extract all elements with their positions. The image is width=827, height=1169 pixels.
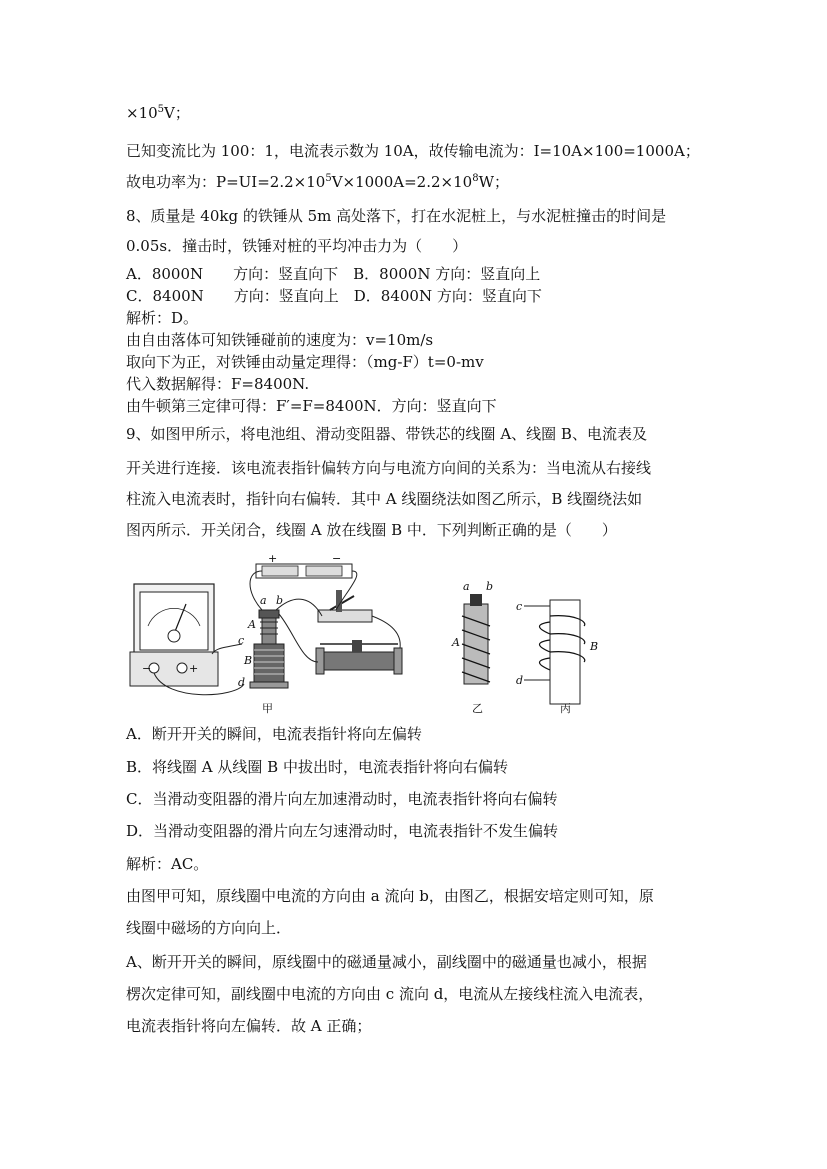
q8-options-cd: C．8400N 方向：竖直向上 D．8400N 方向：竖直向下 bbox=[126, 287, 542, 305]
q9-solution-4: 楞次定律可知，副线圈中电流的方向由 c 流向 d，电流从左接线柱流入电流表， bbox=[126, 985, 654, 1003]
q8-solution-3: 代入数据解得：F=8400N. bbox=[126, 375, 310, 393]
rheostat bbox=[316, 640, 402, 674]
coil-a bbox=[259, 610, 279, 644]
q9-stem-line2: 开关进行连接．该电流表指针偏转方向与电流方向间的关系为：当电流从右接线 bbox=[126, 459, 652, 477]
switch bbox=[318, 590, 372, 622]
caption-yi: 乙 bbox=[472, 702, 483, 714]
yi-label-a: a bbox=[463, 580, 470, 593]
meter-plus-label: + bbox=[189, 662, 199, 675]
bing-label-c: c bbox=[516, 600, 523, 613]
label-coil-a: A bbox=[248, 618, 256, 631]
q8-solution-4: 由牛顿第三定律可得：F′=F=8400N．方向：竖直向下 bbox=[126, 397, 497, 415]
q9-solution-3: A、断开开关的瞬间，原线圈中的磁通量减小，副线圈中的磁通量也减小，根据 bbox=[126, 953, 647, 971]
q8-solution-1: 由自由落体可知铁锤碰前的速度为：v=10m/s bbox=[126, 331, 434, 349]
meter-minus-label: − bbox=[142, 662, 152, 675]
experiment-figure bbox=[126, 552, 606, 714]
label-coil-b: B bbox=[244, 654, 253, 667]
coil-b bbox=[250, 644, 288, 688]
meter-terminal-right bbox=[177, 663, 187, 673]
q9-option-d: D．当滑动变阻器的滑片向左匀速滑动时，电流表指针不发生偏转 bbox=[126, 822, 559, 840]
battery-pack bbox=[256, 552, 352, 578]
line-power: 故电功率为：$P=UI=2.2\times 10^5V\times 1000A=2.2\times 10^8W$； bbox=[126, 173, 509, 191]
battery-minus-label: − bbox=[332, 552, 342, 565]
q8-stem-line1: 8、质量是 40kg 的铁锤从 5m 高处落下，打在水泥桩上，与水泥桩撞击的时间是 bbox=[126, 207, 667, 225]
q9-option-b: B．将线圈 A 从线圈 B 中拔出时，电流表指针将向右偏转 bbox=[126, 758, 508, 776]
bing-label-coil-b: B bbox=[590, 640, 599, 653]
q8-solution-2: 取向下为正，对铁锤由动量定理得：（mg-F）t=0-mv bbox=[126, 353, 484, 371]
label-b: b bbox=[276, 594, 284, 607]
yi-label-coil-a: A bbox=[452, 636, 460, 649]
caption-jia: 甲 bbox=[262, 702, 273, 714]
battery-plus-label: + bbox=[268, 552, 278, 565]
diagram-bing bbox=[516, 600, 598, 714]
q8-stem-line2: 0.05s．撞击时，铁锤对桩的平均冲击力为（ ） bbox=[126, 237, 468, 255]
label-d: d bbox=[238, 676, 246, 689]
line-voltage-unit: $\times 10^5V$； bbox=[126, 104, 190, 122]
galvanometer bbox=[130, 584, 218, 686]
q9-solution-1: 由图甲可知，原线圈中电流的方向由 a 流向 b，由图乙，根据安培定则可知，原 bbox=[126, 887, 654, 905]
q9-stem-line4: 图丙所示．开关闭合，线圈 A 放在线圈 B 中．下列判断正确的是（ ） bbox=[126, 521, 617, 539]
diagram-yi bbox=[451, 580, 493, 714]
q9-option-c: C．当滑动变阻器的滑片向左加速滑动时，电流表指针将向右偏转 bbox=[126, 790, 558, 808]
caption-bing: 丙 bbox=[560, 702, 571, 714]
q9-solution-5: 电流表指针将向左偏转．故 A 正确； bbox=[126, 1017, 372, 1035]
yi-label-b: b bbox=[486, 580, 494, 593]
label-a: a bbox=[260, 594, 267, 607]
q9-answer: 解析：AC。 bbox=[126, 855, 209, 873]
q8-options-ab: A．8000N 方向：竖直向下 B．8000N 方向：竖直向上 bbox=[126, 265, 541, 283]
q9-stem-line3: 柱流入电流表时，指针向右偏转．其中 A 线圈绕法如图乙所示，B 线圈绕法如 bbox=[126, 490, 643, 508]
label-c: c bbox=[238, 634, 245, 647]
q9-stem-line1: 9、如图甲所示，将电池组、滑动变阻器、带铁芯的线圈 A、线圈 B、电流表及 bbox=[126, 425, 647, 443]
bing-label-d: d bbox=[516, 674, 524, 687]
q8-answer: 解析：D。 bbox=[126, 309, 199, 327]
q9-option-a: A．断开开关的瞬间，电流表指针将向左偏转 bbox=[126, 725, 422, 743]
line-current-ratio: 已知变流比为 100：1，电流表示数为 10A，故传输电流为：I=10A×100=1000A； bbox=[126, 142, 700, 160]
q9-solution-2: 线圈中磁场的方向向上． bbox=[126, 919, 292, 937]
